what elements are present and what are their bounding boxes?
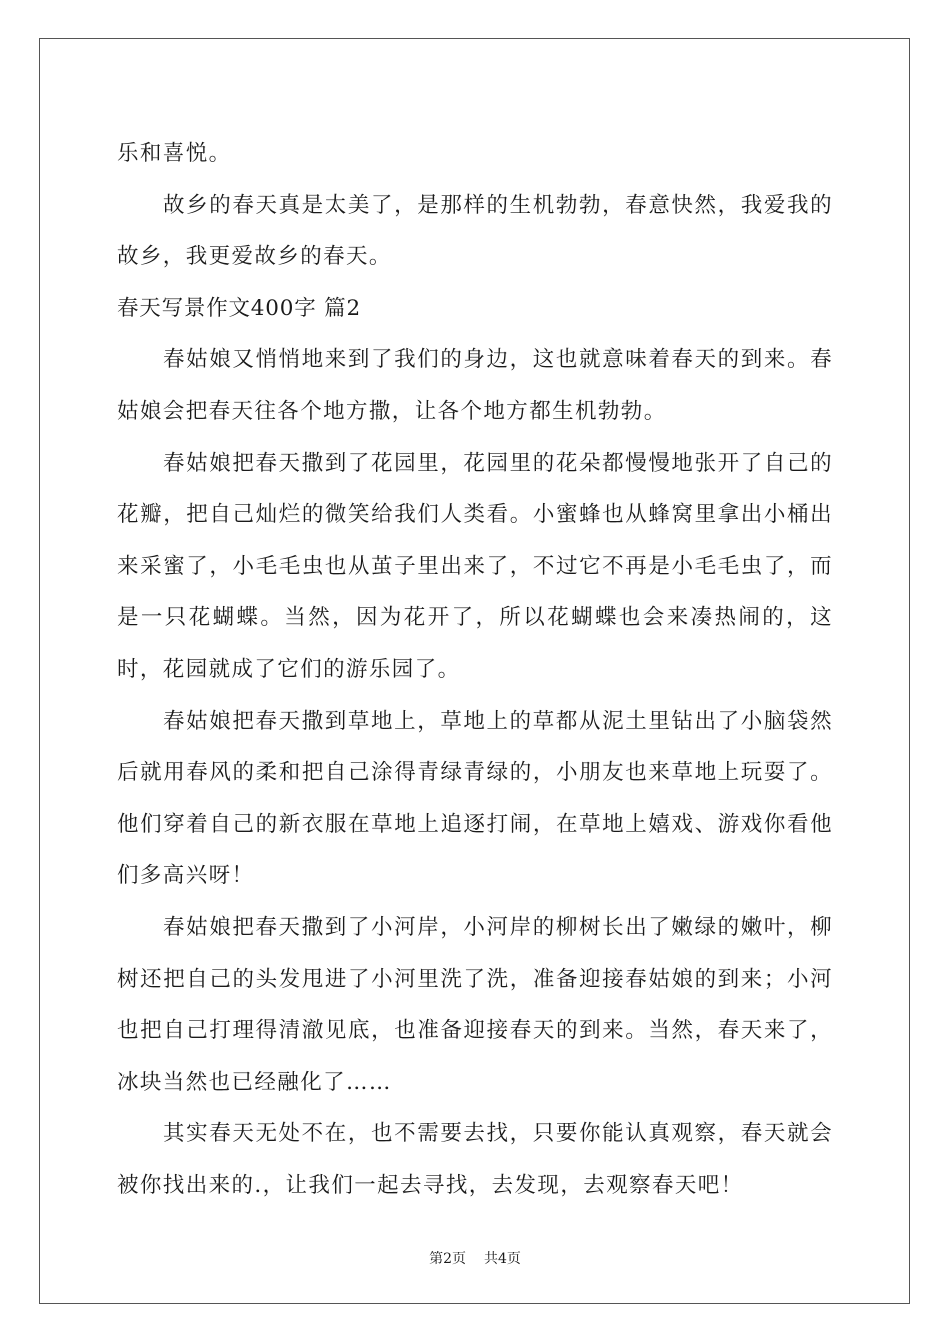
paragraph-6: 春姑娘把春天撒到了小河岸，小河岸的柳树长出了嫩绿的嫩叶，柳树还把自己的头发甩进了小河里洗了洗，准备迎接春姑娘的到来；小河也把自己打理得清澈见底，也准备迎接春天的到来。当然，春天来了，冰块当然也已经融化了…… (117, 914, 833, 1095)
paragraph-5: 春姑娘把春天撒到草地上，草地上的草都从泥土里钻出了小脑袋然后就用春风的柔和把自己涂得青绿青绿的，小朋友也来草地上玩耍了。他们穿着自己的新衣服在草地上追逐打闹，在草地上嬉戏、游戏你看他们多高兴呀！ (117, 708, 833, 889)
paragraph-1: 乐和喜悦。 (117, 141, 232, 166)
page-number: 第2页 (429, 1251, 466, 1267)
section-title: 春天写景作文400字 篇2 (117, 295, 361, 321)
document-body (117, 128, 833, 1211)
paragraph-4: 春姑娘把春天撒到了花园里，花园里的花朵都慢慢地张开了自己的花瓣，把自己灿烂的微笑给我们人类看。小蜜蜂也从蜂窝里拿出小桶出来采蜜了，小毛毛虫也从茧子里出来了，不过它不再是小毛毛虫了，而是一只花蝴蝶。当然，因为花开了，所以花蝴蝶也会来凑热闹的，这时，花园就成了它们的游乐园了。 (117, 450, 833, 682)
paragraph-3: 春姑娘又悄悄地来到了我们的身边，这也就意味着春天的到来。春姑娘会把春天往各个地方撒，让各个地方都生机勃勃。 (117, 347, 833, 424)
page-footer (0, 1248, 950, 1268)
page-total: 共4页 (484, 1251, 521, 1267)
paragraph-2: 故乡的春天真是太美了，是那样的生机勃勃，春意快然，我爱我的故乡，我更爱故乡的春天。 (117, 192, 833, 270)
paragraph-7: 其实春天无处不在，也不需要去找，只要你能认真观察，春天就会被你找出来的.，让我们一起去寻找，去发现，去观察春天吧！ (117, 1121, 833, 1198)
